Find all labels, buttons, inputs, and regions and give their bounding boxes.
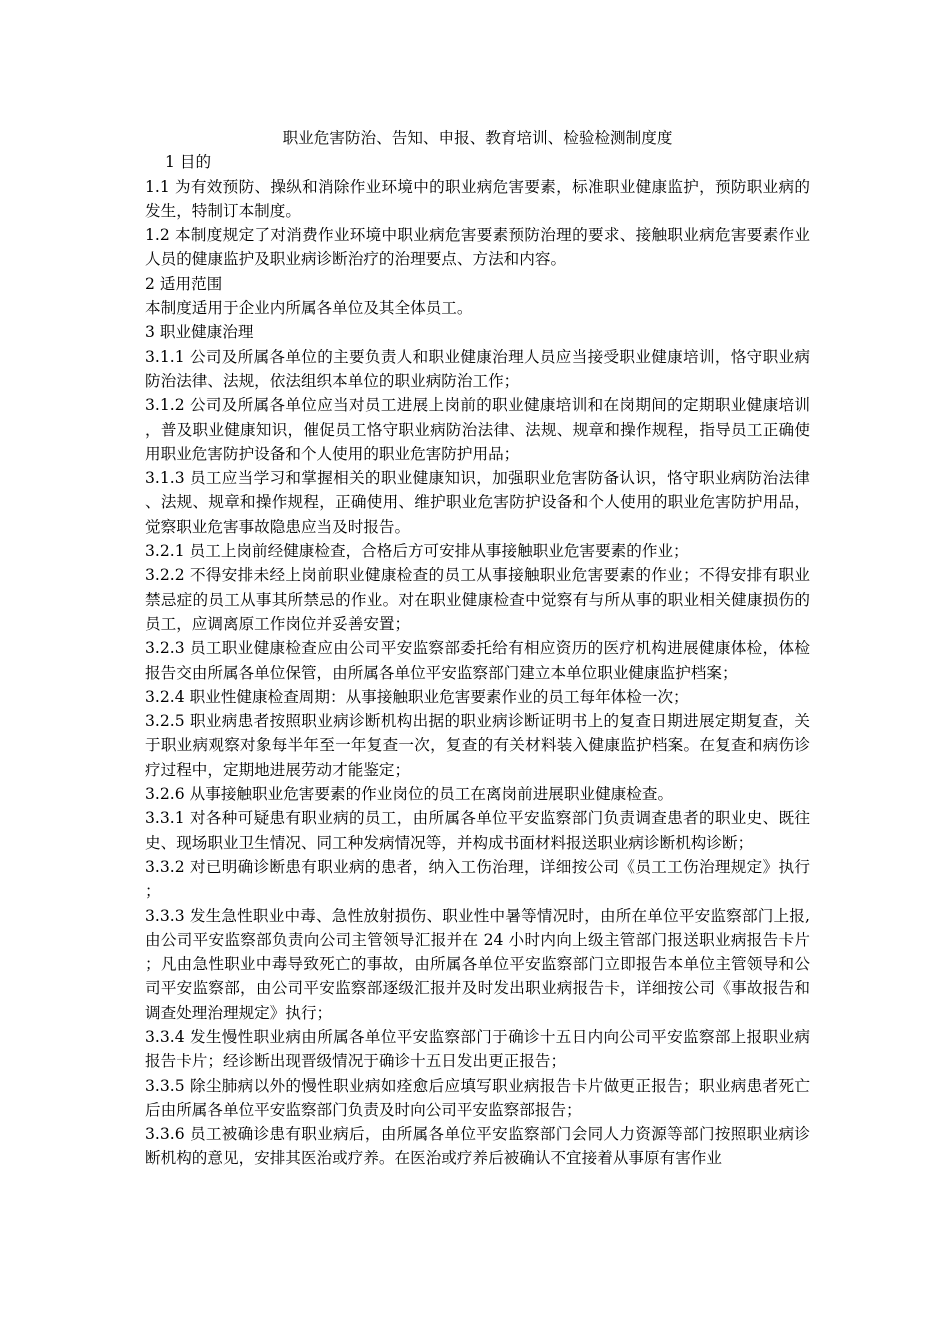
document-body bbox=[145, 126, 810, 1171]
paragraph-3-3-2: 3.3.2 对已明确诊断患有职业病的患者，纳入工伤治理，详细按公司《员工工伤治理规定》执行； bbox=[145, 857, 810, 901]
paragraph-3-3-1: 3.3.1 对各种可疑患有职业病的员工，由所属各单位平安监察部门负责调查患者的职业史、既往史、现场职业卫生情况、同工种发病情况等，并构成书面材料报送职业病诊断机构诊断； bbox=[145, 809, 810, 852]
paragraph-2-scope: 本制度适用于企业内所属各单位及其全体员工。 bbox=[145, 299, 473, 318]
paragraph-3-3-5: 3.3.5 除尘肺病以外的慢性职业病如痊愈后应填写职业病报告卡片做更正报告；职业病患者死亡后由所属各单位平安监察部门负责及时向公司平安监察部报告； bbox=[145, 1076, 810, 1119]
paragraph-3-2-4: 3.2.4 职业性健康检查周期：从事接触职业危害要素作业的员工每年体检一次； bbox=[145, 687, 689, 706]
paragraph-3-3-3: 3.3.3 发生急性职业中毒、急性放射损伤、职业性中暑等情况时，由所在单位平安监察部门上报,由公司平安监察部负责向公司主管领导汇报并在 24 小时内向上级主管部门报送职业病报告卡片；凡由急性职业中毒导致死亡的事故，由所属各单位平安监察部门立即报告本单位主管领导和公司平安监察部，由公司平安监察部逐级汇报并及时发出职业病报告卡，详细按公司《事故报告和调查处理治理规定》执行； bbox=[145, 906, 810, 1022]
section-heading-3: 3 职业健康治理 bbox=[145, 323, 254, 342]
paragraph-3-2-3: 3.2.3 员工职业健康检查应由公司平安监察部委托给有相应资历的医疗机构进展健康体检，体检报告交由所属各单位保管，由所属各单位平安监察部门建立本单位职业健康监护档案； bbox=[145, 639, 810, 682]
section-heading-2: 2 适用范围 bbox=[145, 274, 223, 293]
paragraph-3-2-5: 3.2.5 职业病患者按照职业病诊断机构出据的职业病诊断证明书上的复查日期进展定期复查，关于职业病观察对象每半年至一年复查一次，复查的有关材料装入健康监护档案。在复查和病伤诊疗过程中，定期地进展劳动才能鉴定； bbox=[145, 712, 810, 779]
paragraph-3-2-1: 3.2.1 员工上岗前经健康检查，合格后方可安排从事接触职业危害要素的作业； bbox=[145, 542, 689, 561]
paragraph-1-2: 1.2 本制度规定了对消费作业环境中职业病危害要素预防治理的要求、接触职业病危害要素作业人员的健康监护及职业病诊断治疗的治理要点、方法和内容。 bbox=[145, 226, 810, 269]
paragraph-3-3-4: 3.3.4 发生慢性职业病由所属各单位平安监察部门于确诊十五日内向公司平安监察部上报职业病报告卡片；经诊断出现晋级情况于确诊十五日发出更正报告； bbox=[145, 1027, 810, 1071]
paragraph-3-3-6: 3.3.6 员工被确诊患有职业病后，由所属各单位平安监察部门会同人力资源等部门按照职业病诊断机构的意见，安排其医治或疗养。在医治或疗养后被确认不宜接着从事原有害作业 bbox=[145, 1125, 810, 1168]
paragraph-3-1-3: 3.1.3 员工应当学习和掌握相关的职业健康知识，加强职业危害防备认识，恪守职业病防治法律、法规、规章和操作规程，正确使用、维护职业危害防护设备和个人使用的职业危害防护用品，觉察职业危害事故隐患应当及时报告。 bbox=[145, 469, 810, 536]
paragraph-3-2-6: 3.2.6 从事接触职业危害要素的作业岗位的员工在离岗前进展职业健康检查。 bbox=[145, 785, 674, 804]
section-heading-1: 1 目的 bbox=[165, 153, 212, 172]
paragraph-1-1: 1.1 为有效预防、操纵和消除作业环境中的职业病危害要素，标准职业健康监护，预防职业病的发生，特制订本制度。 bbox=[145, 177, 810, 220]
paragraph-3-1-1: 3.1.1 公司及所属各单位的主要负责人和职业健康治理人员应当接受职业健康培训，恪守职业病防治法律、法规，依法组织本单位的职业病防治工作； bbox=[145, 347, 810, 390]
paragraph-3-1-2: 3.1.2 公司及所属各单位应当对员工进展上岗前的职业健康培训和在岗期间的定期职业健康培训，普及职业健康知识，催促员工恪守职业病防治法律、法规、规章和操作规程，指导员工正确使用职业危害防护设备和个人使用的职业危害防护用品； bbox=[145, 396, 810, 463]
document-title: 职业危害防治、告知、申报、教育培训、检验检测制度度 bbox=[282, 129, 673, 147]
paragraph-3-2-2: 3.2.2 不得安排未经上岗前职业健康检查的员工从事接触职业危害要素的作业；不得安排有职业禁忌症的员工从事其所禁忌的作业。对在职业健康检查中觉察有与所从事的职业相关健康损伤的员工，应调离原工作岗位并妥善安置； bbox=[145, 566, 810, 633]
